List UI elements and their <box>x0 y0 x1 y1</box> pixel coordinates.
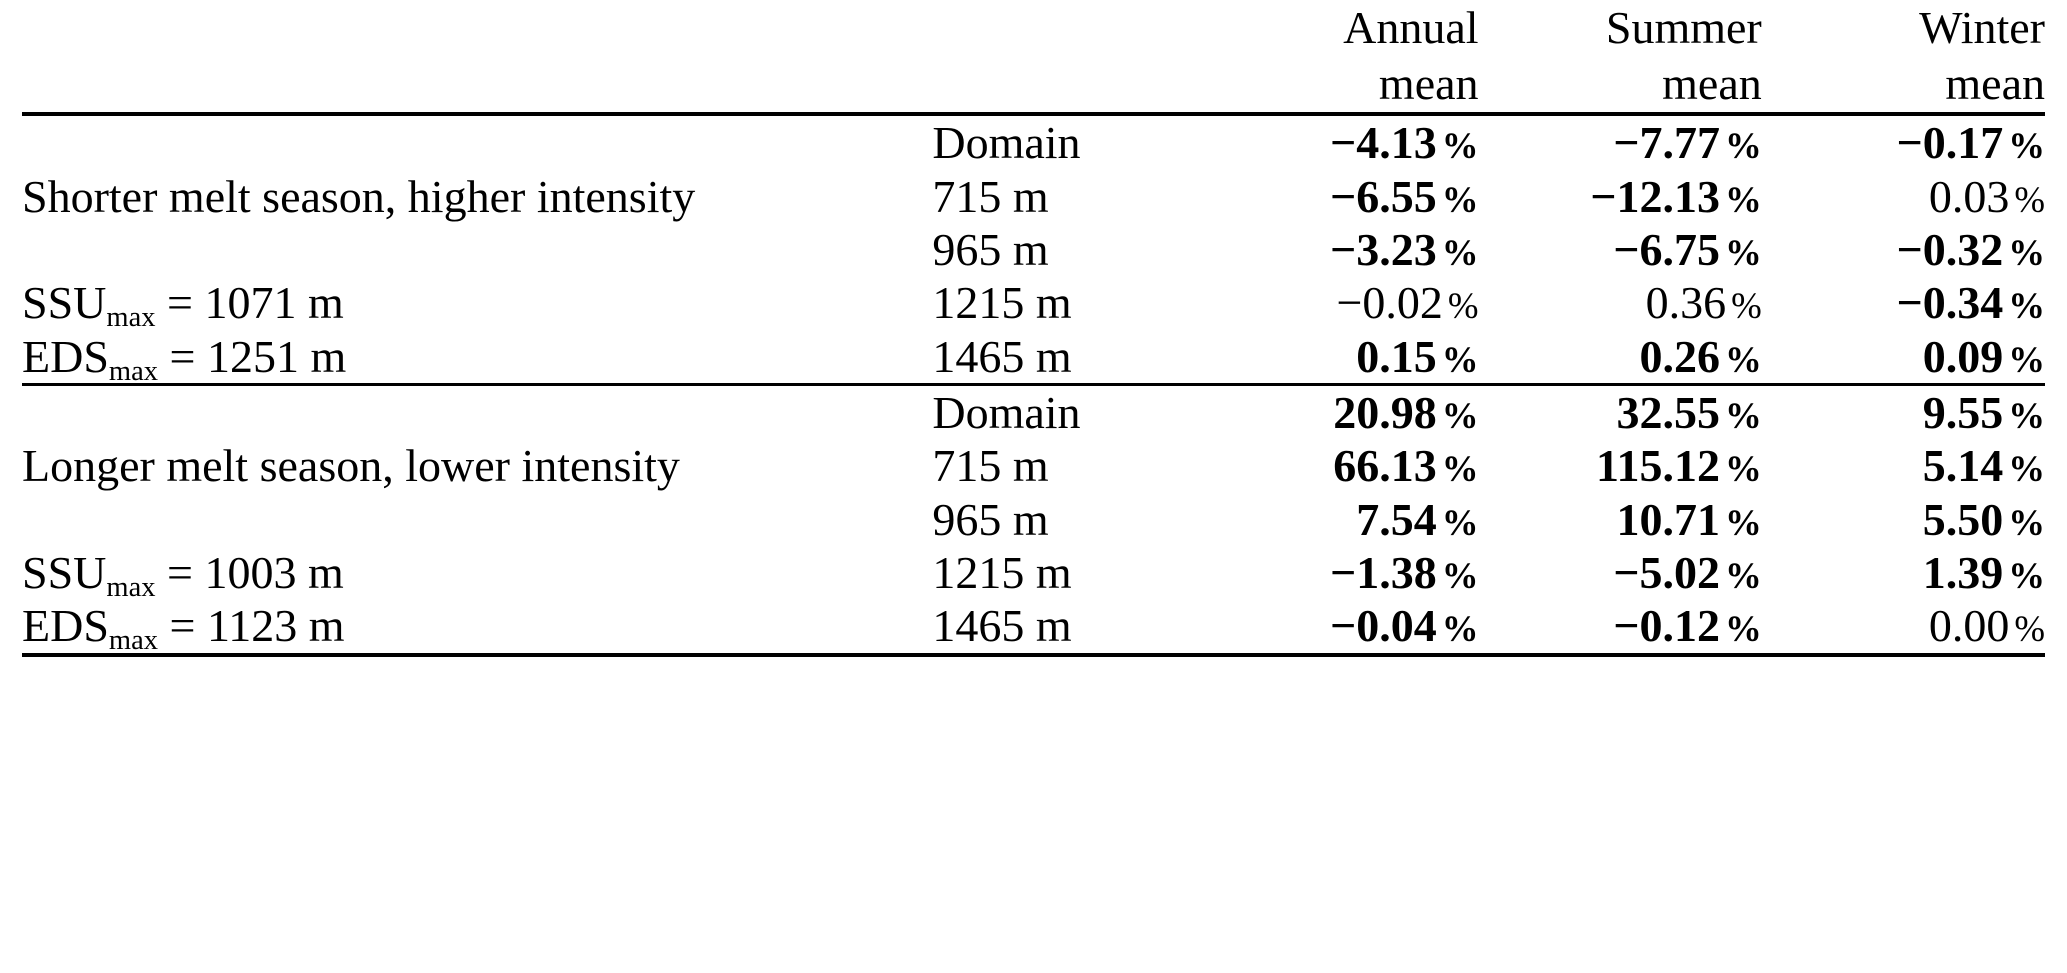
percent-symbol: % <box>1724 608 1762 650</box>
percent-symbol: % <box>1724 555 1762 597</box>
cell-annual <box>1195 223 1478 276</box>
cell-annual <box>1195 276 1478 329</box>
cell-value: −4.13 <box>1330 117 1437 169</box>
group-label <box>22 385 932 440</box>
cell-value: −0.02 <box>1336 277 1443 329</box>
cell-summer <box>1479 493 1762 546</box>
percent-symbol: % <box>2014 178 2045 220</box>
column-header-annual-line2: mean <box>1378 58 1479 110</box>
percent-symbol: % <box>2008 448 2045 490</box>
cell-value: 5.14 <box>1922 440 2004 492</box>
eds-subscript: max <box>108 355 159 387</box>
row-sublabel: Domain <box>932 114 1195 169</box>
cell-summer <box>1479 599 1762 654</box>
cell-summer <box>1479 223 1762 276</box>
column-header-winter-mean <box>1762 0 2045 114</box>
cell-winter <box>1762 599 2045 654</box>
cell-value: 1.39 <box>1922 547 2004 599</box>
table-body <box>22 114 2045 655</box>
cell-summer <box>1479 546 1762 599</box>
percent-symbol: % <box>1731 285 1762 327</box>
ssu-value: = 1071 m <box>167 277 344 329</box>
ssu-value: = 1003 m <box>167 547 344 599</box>
cell-value: −0.34 <box>1896 277 2004 329</box>
column-header-summer-line1: Summer <box>1605 2 1762 53</box>
cell-value: 0.03 <box>1928 170 2010 222</box>
column-header-annual-mean <box>1195 0 1478 114</box>
cell-value: 5.50 <box>1922 493 2004 545</box>
percent-symbol: % <box>1441 555 1479 597</box>
eds-value: = 1123 m <box>169 600 345 652</box>
group-label <box>22 223 932 276</box>
cell-annual <box>1195 170 1478 223</box>
cell-winter <box>1762 546 2045 599</box>
percent-symbol: % <box>2008 501 2045 543</box>
eds-max-label <box>22 599 932 657</box>
percent-symbol: % <box>1724 501 1762 543</box>
cell-value: −3.23 <box>1330 223 1437 275</box>
cell-summer <box>1479 170 1762 223</box>
cell-annual <box>1195 546 1478 599</box>
cell-value: 10.71 <box>1616 493 1720 545</box>
cell-winter <box>1762 223 2045 276</box>
cell-value: −12.13 <box>1590 170 1720 222</box>
cell-summer <box>1479 439 1762 492</box>
ssu-max-label <box>22 546 932 604</box>
cell-value: 0.15 <box>1356 330 1437 382</box>
cell-value: 7.54 <box>1356 493 1437 545</box>
header-blank-label <box>22 0 932 114</box>
percent-symbol: % <box>1441 338 1479 380</box>
ssu-subscript: max <box>106 572 156 604</box>
table-header <box>22 0 2045 114</box>
table-row <box>22 493 2045 546</box>
eds-text: EDS <box>22 600 109 652</box>
percent-symbol: % <box>1441 608 1479 650</box>
ssu-max-label <box>22 276 932 334</box>
cell-value: 9.55 <box>1922 387 2004 439</box>
table-row <box>22 223 2045 276</box>
table-row <box>22 170 2045 223</box>
eds-value: = 1251 m <box>169 330 347 382</box>
group-title: Longer melt season, lower intensity <box>22 440 680 492</box>
table-row <box>22 546 2045 599</box>
cell-value: −6.55 <box>1330 170 1437 222</box>
cell-annual <box>1195 493 1478 546</box>
cell-value: 66.13 <box>1333 440 1437 492</box>
cell-annual <box>1195 599 1478 654</box>
group-label <box>22 114 932 169</box>
cell-value: 115.12 <box>1596 440 1720 492</box>
percent-symbol: % <box>2008 395 2045 437</box>
eds-subscript: max <box>108 625 159 657</box>
cell-annual <box>1195 330 1478 385</box>
cell-winter <box>1762 439 2045 492</box>
cell-summer <box>1479 114 1762 169</box>
cell-winter <box>1762 276 2045 329</box>
cell-annual <box>1195 439 1478 492</box>
cell-value: −0.12 <box>1613 600 1720 652</box>
percent-symbol: % <box>1724 231 1762 273</box>
cell-value: −0.17 <box>1896 117 2004 169</box>
row-sublabel: 965 m <box>932 223 1049 275</box>
cell-value: −1.38 <box>1330 547 1437 599</box>
column-header-annual-line1: Annual <box>1343 2 1479 53</box>
cell-value: −0.32 <box>1896 223 2004 275</box>
cell-value: 0.36 <box>1645 277 1727 329</box>
row-sublabel: 1215 m <box>932 547 1072 599</box>
cell-value: 32.55 <box>1616 387 1720 439</box>
row-sublabel: 1465 m <box>932 330 1072 382</box>
percent-symbol: % <box>1724 338 1762 380</box>
cell-winter <box>1762 493 2045 546</box>
row-sublabel: Domain <box>932 385 1195 440</box>
percent-symbol: % <box>1441 395 1479 437</box>
column-header-summer-line2: mean <box>1662 58 1762 110</box>
percent-symbol: % <box>1724 395 1762 437</box>
table-row <box>22 385 2045 440</box>
column-header-winter-line2: mean <box>1945 58 2045 110</box>
eds-max-label <box>22 330 932 385</box>
column-header-summer-mean <box>1479 0 1762 114</box>
cell-value: 0.26 <box>1639 330 1720 382</box>
group-title: Shorter melt season, higher intensity <box>22 170 696 222</box>
percent-symbol: % <box>1724 448 1762 490</box>
table-header-row <box>22 0 2045 114</box>
percent-symbol: % <box>1447 285 1479 327</box>
row-sublabel: 965 m <box>932 493 1049 545</box>
cell-winter <box>1762 170 2045 223</box>
percent-symbol: % <box>1441 231 1479 273</box>
percent-symbol: % <box>1441 448 1479 490</box>
percent-symbol: % <box>2008 338 2045 380</box>
percent-symbol: % <box>2008 231 2045 273</box>
cell-summer <box>1479 276 1762 329</box>
table-row <box>22 330 2045 385</box>
table-row <box>22 114 2045 169</box>
cell-value: −5.02 <box>1613 547 1720 599</box>
eds-text: EDS <box>22 330 109 382</box>
percent-symbol: % <box>2008 125 2045 167</box>
cell-winter <box>1762 330 2045 385</box>
row-sublabel: 715 m <box>932 170 1049 222</box>
cell-summer <box>1479 330 1762 385</box>
row-sublabel: 1215 m <box>932 277 1072 329</box>
cell-value: 0.09 <box>1922 330 2004 382</box>
group-label <box>22 493 932 546</box>
table-row <box>22 599 2045 654</box>
cell-annual <box>1195 114 1478 169</box>
percent-symbol: % <box>1724 125 1762 167</box>
table-row <box>22 276 2045 329</box>
cell-winter <box>1762 385 2045 440</box>
percent-symbol: % <box>2008 555 2045 597</box>
column-header-winter-line1: Winter <box>1919 2 2045 53</box>
percent-symbol: % <box>1724 178 1762 220</box>
cell-winter <box>1762 114 2045 169</box>
percent-symbol: % <box>2014 608 2045 650</box>
cell-annual <box>1195 385 1478 440</box>
ssu-text: SSU <box>22 547 107 599</box>
row-sublabel: 1465 m <box>932 599 1195 654</box>
ssu-text: SSU <box>22 277 107 329</box>
percent-symbol: % <box>2008 285 2045 327</box>
cell-value: 20.98 <box>1333 387 1437 439</box>
cell-value: 0.00 <box>1928 600 2010 652</box>
table-row <box>22 439 2045 492</box>
results-table <box>22 0 2045 657</box>
cell-value: −7.77 <box>1613 117 1720 169</box>
cell-value: −6.75 <box>1613 223 1720 275</box>
cell-value: −0.04 <box>1330 600 1437 652</box>
cell-summer <box>1479 385 1762 440</box>
header-blank-sub <box>932 0 1195 114</box>
percent-symbol: % <box>1441 501 1479 543</box>
ssu-subscript: max <box>106 302 156 334</box>
percent-symbol: % <box>1441 178 1479 220</box>
percent-symbol: % <box>1441 125 1479 167</box>
row-sublabel: 715 m <box>932 440 1049 492</box>
